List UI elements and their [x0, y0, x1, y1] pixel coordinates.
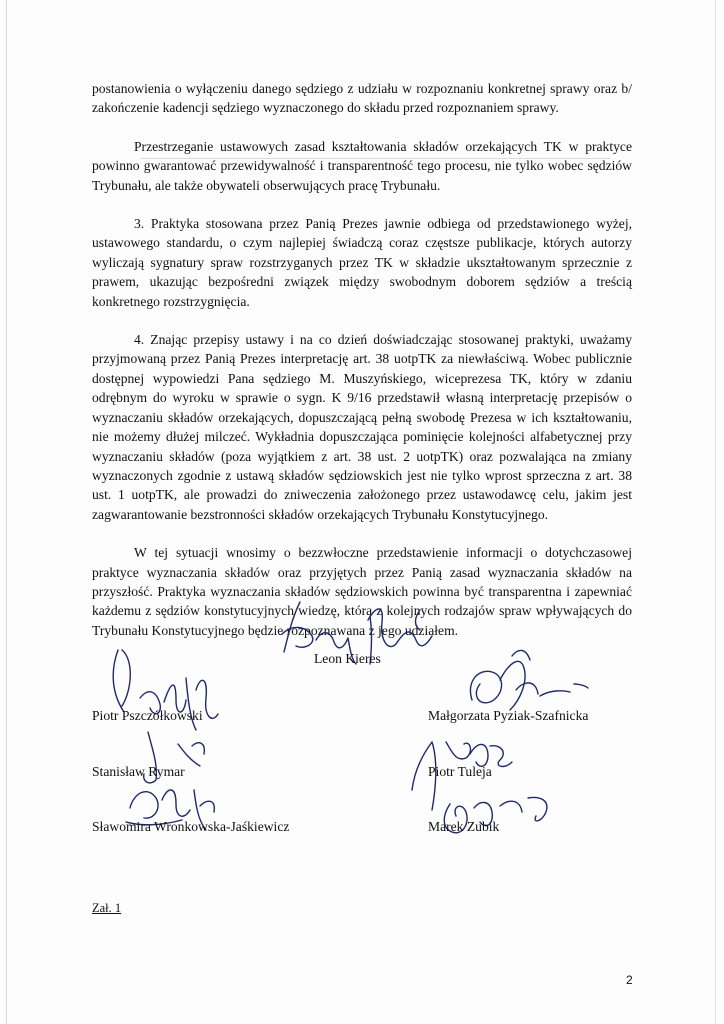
signatory-stanislaw-rymar: Stanisław Rymar [92, 764, 185, 779]
page-left-edge [6, 0, 7, 1024]
paragraph-continuation: postanowienia o wyłączeniu danego sędziego z udziału w rozpoznaniu konkretnej sprawy oraz b/ zakończenie kadencji sędziego wyznaczonego do składu przed rozpoznaniem sprawy. [92, 81, 632, 116]
signatory-piotr-tuleja: Piotr Tuleja [428, 764, 492, 779]
attachment-label: Zał. 1 [92, 901, 122, 915]
paragraph-composition-rules: Przestrzeganie ustawowych zasad kształtowania składów orzekających TK w praktyce powinno gwarantować przewidywalność i transparentność tego procesu, nie tylko wobec sędziów Trybunału, ale także obywateli obserwujących pracę Trybunału. [92, 138, 632, 193]
page-right-edge [715, 0, 716, 1024]
signatory-slawomira-wronkowska-jaskiewicz: Sławomira Wronkowska-Jaśkiewicz [92, 819, 290, 834]
letter-body [92, 79, 632, 659]
page-number: 2 [626, 973, 633, 987]
paragraph-point-4: 4. Znając przepisy ustawy i na co dzień doświadczając stosowanej praktyki, uważamy przyjmowaną przez Panią Prezes interpretację art. 38 uotpTK za niewłaściwą. Wobec publicznie dostępnej wypowiedzi Pana sędziego M. Muszyńskiego, wiceprezesa TK, który w zdaniu odrębnym do wyroku w sprawie o sygn. K 9/16 przedstawił własną interpretację przepisów o wyznaczaniu składów orzekających, dopuszczającą pełną swobodę Prezesa w ich kształtowaniu, nie możemy dłużej milczeć. Wykładnia dopuszczająca pominięcie kolejności alfabetycznej przy wyznaczaniu składów (poza wyjątkiem z art. 38 ust. 2 uotpTK) oraz pozwalająca na zmiany wyznaczonych zgodnie z ustawą składów sędziowskich jest nie tylko wprost sprzeczna z art. 38 ust. 1 uotpTK, ale prowadzi do zniweczenia założonego przez ustawodawcę celu, jakim jest zagwarantowanie bezstronności składów orzekających Trybunału Konstytucyjnego. [92, 332, 632, 522]
signatory-malgorzata-pyziak-szafnicka: Małgorzata Pyziak-Szafnicka [428, 708, 589, 723]
signatory-piotr-pszczolkowski: Piotr Pszczółkowski [92, 708, 203, 723]
paragraph-point-3: 3. Praktyka stosowana przez Panią Prezes jawnie odbiega od przedstawionego wyżej, ustawowego standardu, o czym najlepiej świadczą coraz częstsze publikacje, których autorzy wyliczają sygnatury spraw rozstrzyganych przez TK w składzie ukształtowanym sprzecznie z prawem, ukazując bezpośredni związek między swobodnym doborem sędziów a treścią konkretnego rozstrzygnięcia. [92, 216, 632, 309]
signatory-marek-zubik: Marek Zubik [428, 819, 500, 834]
paragraph-request: W tej sytuacji wnosimy o bezzwłoczne przedstawienie informacji o dotychczasowej praktyce wyznaczania składów oraz przyjętych przez Panią zasad wyznaczania składów na przyszłość. Praktyka wyznaczania składów sędziowskich powinna być transparentna i zapewniać każdemu z sędziów konstytucyjnych wiedzę, która z kolejnych rodzajów spraw wpływających do Trybunału Konstytucyjnego będzie rozpoznawana z jego udziałem. [92, 545, 632, 638]
signature-pyziak [470, 650, 588, 710]
signatory-leon-kieres: Leon Kieres [314, 651, 381, 666]
